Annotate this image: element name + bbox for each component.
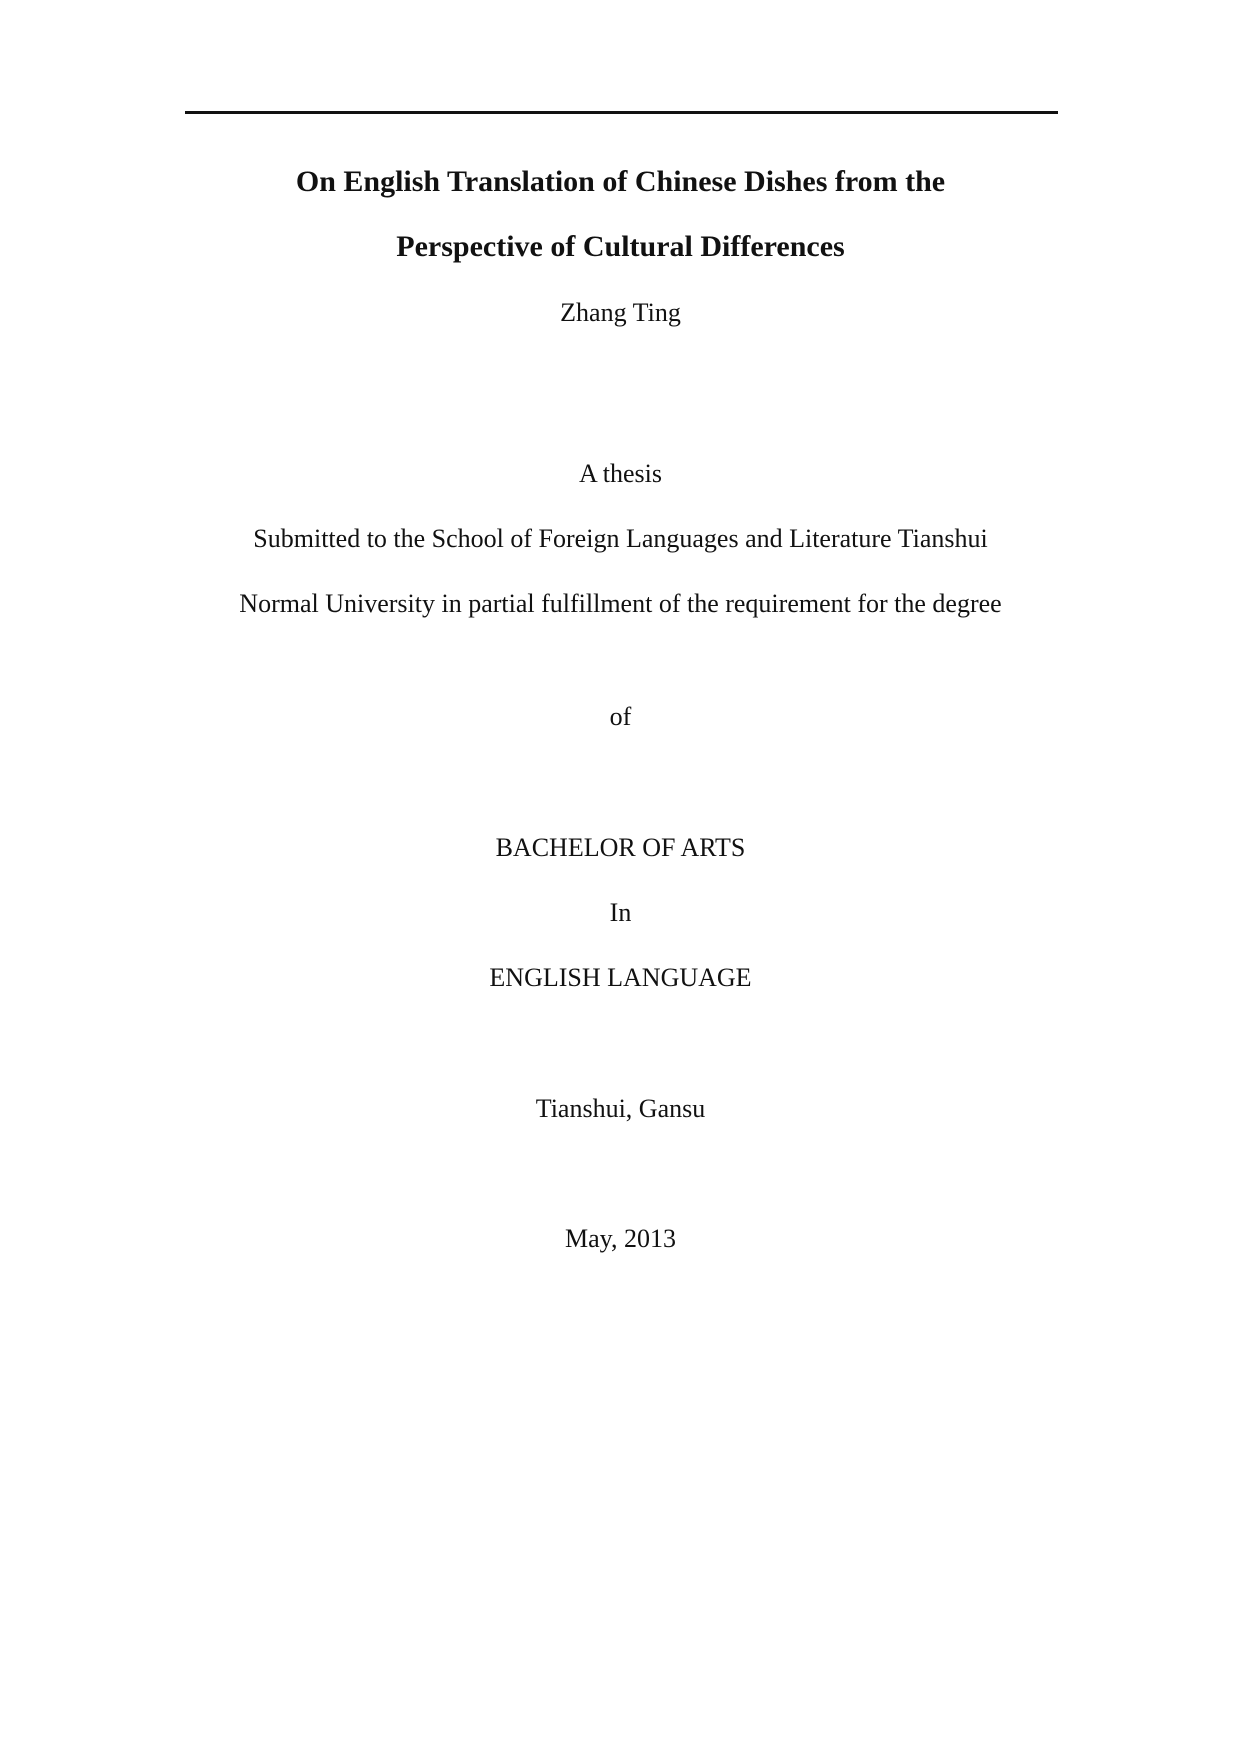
date: May, 2013 <box>565 1224 676 1253</box>
degree-name: BACHELOR OF ARTS <box>495 833 746 862</box>
top-rule <box>185 111 1058 114</box>
thesis-statement-line-2: Normal University in partial fulfillment of the requirement for the degree <box>239 589 1002 618</box>
in-text: In <box>609 898 632 927</box>
location: Tianshui, Gansu <box>535 1094 706 1123</box>
of-text: of <box>609 702 632 731</box>
author-name: Zhang Ting <box>560 298 681 327</box>
title-line-2: Perspective of Cultural Differences <box>396 230 845 263</box>
title-line-1: On English Translation of Chinese Dishes from the <box>295 165 946 198</box>
thesis-label: A thesis <box>578 459 663 488</box>
thesis-statement-line-1: Submitted to the School of Foreign Languages and Literature Tianshui <box>253 524 988 553</box>
degree-field: ENGLISH LANGUAGE <box>489 963 752 992</box>
